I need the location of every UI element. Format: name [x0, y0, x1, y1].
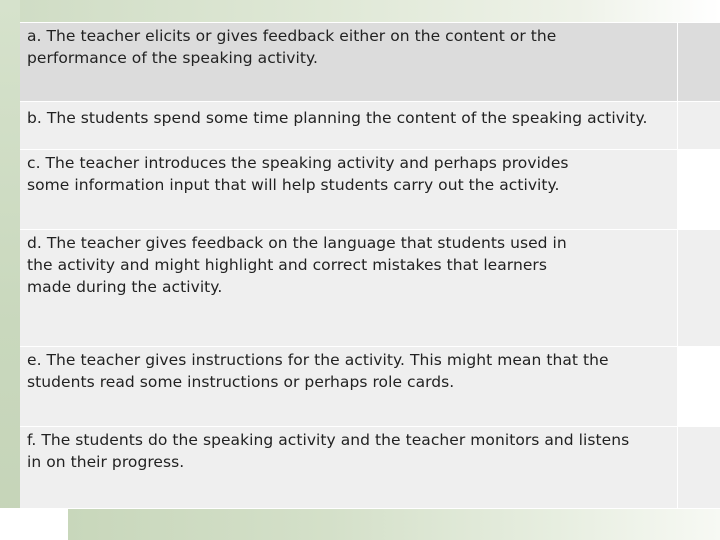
- row-d-empty-cell: [678, 230, 720, 347]
- table-row-c: [20, 150, 720, 230]
- row-e-empty-cell: [678, 347, 720, 427]
- table-row-b: [20, 102, 720, 150]
- row-b-empty-cell: [678, 102, 720, 150]
- row-e-text: e. The teacher gives instructions for the activity. This might mean that the students read some instructions or perhaps role cards.: [27, 351, 609, 391]
- bottom-left-blank: [0, 508, 68, 540]
- row-f-text: f. The students do the speaking activity and the teacher monitors and listens in on their progress.: [27, 431, 630, 471]
- table-row-e: [20, 347, 720, 427]
- row-a-empty-cell: [678, 23, 720, 102]
- table-row-f: [20, 427, 720, 509]
- row-c-text: c. The teacher introduces the speaking activity and perhaps provides some information input that will help students carry out the activity.: [27, 154, 569, 194]
- row-c-empty-cell: [678, 150, 720, 230]
- bottom-decorative-band: [68, 508, 720, 540]
- row-e-text-cell: [20, 347, 678, 427]
- left-decorative-band: [0, 0, 20, 540]
- row-a-text: a. The teacher elicits or gives feedback either on the content or the performance of the speaking activity.: [27, 27, 557, 67]
- row-f-text-cell: [20, 427, 678, 509]
- row-f-empty-cell: [678, 427, 720, 509]
- row-b-text: b. The students spend some time planning the content of the speaking activity.: [27, 109, 648, 127]
- table-row-d: [20, 230, 720, 347]
- table-row-a: [20, 23, 720, 102]
- row-d-text-cell: [20, 230, 678, 347]
- row-c-text-cell: [20, 150, 678, 230]
- activity-steps-table: [20, 22, 720, 509]
- row-a-text-cell: [20, 23, 678, 102]
- top-decorative-band: [0, 0, 720, 22]
- row-d-text: d. The teacher gives feedback on the language that students used in the activity and might highlight and correct mistakes that learners made during the activity.: [27, 234, 567, 296]
- row-b-text-cell: [20, 102, 678, 150]
